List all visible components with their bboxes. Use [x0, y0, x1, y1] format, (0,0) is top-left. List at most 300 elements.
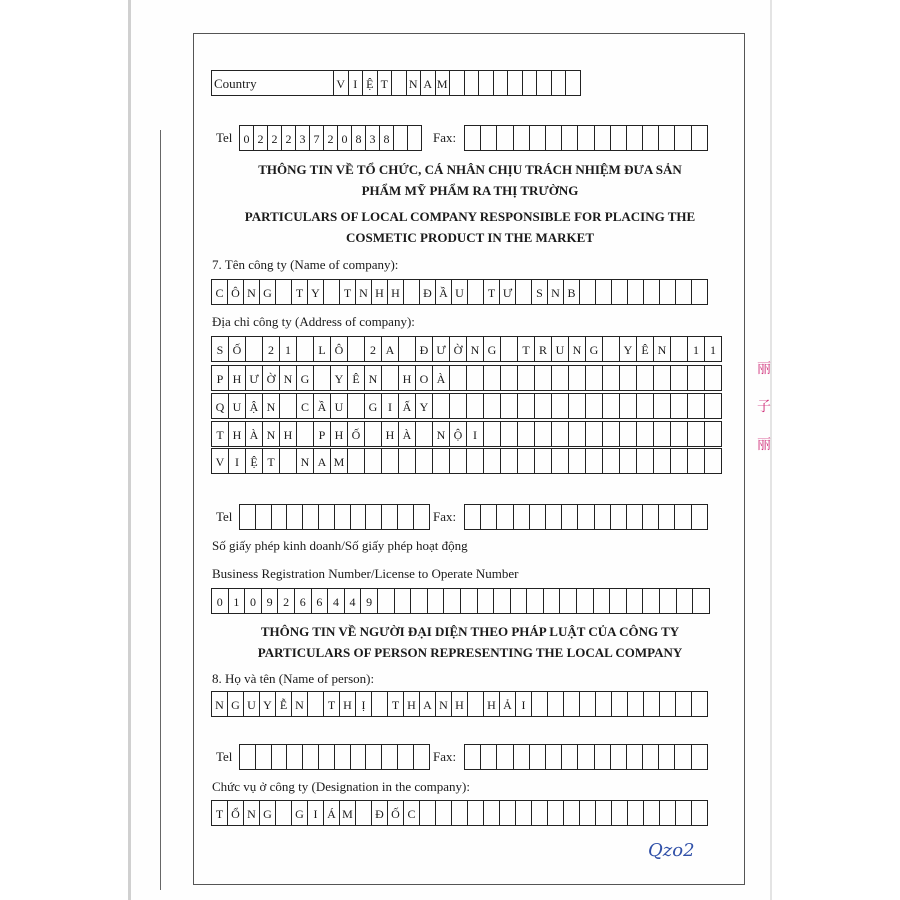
char-box[interactable] [366, 504, 382, 530]
char-box[interactable] [627, 744, 643, 770]
char-box[interactable]: Ư [500, 279, 516, 305]
char-box[interactable] [414, 504, 430, 530]
char-box[interactable] [627, 504, 643, 530]
char-box[interactable]: N [467, 336, 484, 362]
char-box[interactable] [562, 744, 578, 770]
char-box[interactable]: C [297, 393, 314, 419]
char-box[interactable] [484, 365, 501, 391]
char-box[interactable] [577, 588, 594, 614]
char-box[interactable] [479, 70, 494, 96]
char-box[interactable]: Ư [246, 365, 263, 391]
char-box[interactable] [595, 125, 611, 151]
char-box[interactable] [365, 448, 382, 474]
char-box[interactable]: Đ [420, 279, 436, 305]
char-box[interactable] [481, 744, 497, 770]
char-box[interactable] [297, 336, 314, 362]
char-box[interactable]: C [404, 800, 420, 826]
char-box[interactable] [562, 125, 578, 151]
char-box[interactable] [450, 365, 467, 391]
char-box[interactable]: 3 [366, 125, 380, 151]
char-box[interactable] [444, 588, 461, 614]
char-box[interactable]: T [388, 691, 404, 717]
char-box[interactable] [580, 691, 596, 717]
char-box[interactable]: 1 [280, 336, 297, 362]
char-box[interactable]: 2 [365, 336, 382, 362]
char-box[interactable] [433, 448, 450, 474]
char-box[interactable]: I [308, 800, 324, 826]
char-box[interactable]: Ầ [436, 279, 452, 305]
char-box[interactable]: N [436, 691, 452, 717]
char-box[interactable]: L [314, 336, 331, 362]
char-box[interactable]: T [212, 800, 228, 826]
char-box[interactable]: 0 [240, 125, 254, 151]
char-box[interactable]: N [548, 279, 564, 305]
char-box[interactable] [627, 125, 643, 151]
char-box[interactable] [297, 421, 314, 447]
char-box[interactable] [620, 365, 637, 391]
char-box[interactable] [705, 393, 722, 419]
char-box[interactable]: H [229, 365, 246, 391]
char-box[interactable] [530, 125, 546, 151]
char-box[interactable] [319, 744, 335, 770]
char-box[interactable] [348, 393, 365, 419]
char-box[interactable]: 2 [254, 125, 268, 151]
char-box[interactable]: Ờ [263, 365, 280, 391]
char-box[interactable]: N [280, 365, 297, 391]
char-box[interactable]: M [436, 70, 451, 96]
char-box[interactable]: 2 [282, 125, 296, 151]
char-box[interactable] [465, 744, 481, 770]
char-box[interactable] [594, 588, 611, 614]
char-box[interactable]: R [535, 336, 552, 362]
char-box[interactable] [628, 800, 644, 826]
char-box[interactable] [494, 70, 509, 96]
char-box[interactable] [351, 504, 367, 530]
char-box[interactable] [501, 448, 518, 474]
char-box[interactable] [348, 336, 365, 362]
char-box[interactable]: 1 [229, 588, 246, 614]
char-box[interactable] [627, 588, 644, 614]
char-box[interactable]: U [331, 393, 348, 419]
char-box[interactable] [365, 421, 382, 447]
char-box[interactable]: A [420, 691, 436, 717]
char-box[interactable] [484, 421, 501, 447]
char-box[interactable]: B [564, 279, 580, 305]
char-box[interactable]: H [388, 279, 404, 305]
char-box[interactable]: 1 [688, 336, 705, 362]
char-box[interactable] [586, 393, 603, 419]
char-box[interactable] [671, 448, 688, 474]
char-box[interactable] [644, 279, 660, 305]
char-box[interactable] [395, 588, 412, 614]
char-box[interactable] [537, 70, 552, 96]
char-box[interactable] [603, 365, 620, 391]
char-box[interactable] [420, 800, 436, 826]
char-box[interactable] [688, 393, 705, 419]
char-box[interactable] [692, 125, 708, 151]
char-box[interactable] [452, 800, 468, 826]
char-box[interactable] [433, 393, 450, 419]
char-box[interactable] [530, 504, 546, 530]
char-box[interactable] [637, 393, 654, 419]
char-box[interactable] [501, 421, 518, 447]
char-box[interactable] [603, 421, 620, 447]
char-box[interactable]: T [212, 421, 229, 447]
char-box[interactable]: Ệ [246, 448, 263, 474]
char-box[interactable] [527, 588, 544, 614]
char-box[interactable] [436, 800, 452, 826]
char-box[interactable] [569, 448, 586, 474]
char-box[interactable] [637, 421, 654, 447]
char-box[interactable]: N [297, 448, 314, 474]
char-box[interactable] [481, 125, 497, 151]
char-box[interactable] [692, 691, 708, 717]
char-box[interactable] [548, 691, 564, 717]
char-box[interactable] [514, 504, 530, 530]
char-box[interactable] [612, 279, 628, 305]
char-box[interactable] [620, 393, 637, 419]
char-box[interactable] [654, 393, 671, 419]
char-box[interactable] [465, 125, 481, 151]
char-box[interactable] [518, 365, 535, 391]
char-box[interactable]: O [416, 365, 433, 391]
char-box[interactable] [416, 421, 433, 447]
char-box[interactable]: 9 [262, 588, 279, 614]
char-box[interactable]: I [516, 691, 532, 717]
char-box[interactable]: Ê [348, 365, 365, 391]
char-box[interactable] [523, 70, 538, 96]
char-box[interactable]: I [229, 448, 246, 474]
char-box[interactable] [450, 70, 465, 96]
char-box[interactable] [546, 504, 562, 530]
char-box[interactable]: Ổ [228, 800, 244, 826]
char-box[interactable]: M [340, 800, 356, 826]
char-box[interactable]: Y [331, 365, 348, 391]
char-box[interactable] [276, 800, 292, 826]
char-box[interactable]: 8 [352, 125, 366, 151]
char-box[interactable] [692, 744, 708, 770]
char-box[interactable] [612, 691, 628, 717]
char-box[interactable]: U [552, 336, 569, 362]
char-box[interactable] [256, 504, 272, 530]
char-box[interactable] [596, 691, 612, 717]
char-box[interactable]: G [365, 393, 382, 419]
char-box[interactable] [688, 421, 705, 447]
char-box[interactable]: N [244, 800, 260, 826]
char-box[interactable] [319, 504, 335, 530]
char-box[interactable] [303, 504, 319, 530]
char-box[interactable] [399, 336, 416, 362]
char-box[interactable] [692, 504, 708, 530]
char-box[interactable] [465, 70, 480, 96]
char-box[interactable]: 8 [380, 125, 394, 151]
char-box[interactable]: Á [324, 800, 340, 826]
char-box[interactable] [564, 691, 580, 717]
char-box[interactable] [654, 448, 671, 474]
char-box[interactable]: Ị [356, 691, 372, 717]
char-box[interactable]: N [433, 421, 450, 447]
char-box[interactable] [382, 365, 399, 391]
char-box[interactable] [518, 393, 535, 419]
char-box[interactable]: 1 [705, 336, 722, 362]
char-box[interactable] [450, 393, 467, 419]
char-box[interactable] [468, 800, 484, 826]
char-box[interactable] [398, 744, 414, 770]
char-box[interactable] [676, 279, 692, 305]
char-box[interactable] [240, 504, 256, 530]
char-box[interactable] [595, 744, 611, 770]
char-box[interactable] [467, 365, 484, 391]
char-box[interactable] [643, 588, 660, 614]
char-box[interactable]: I [382, 393, 399, 419]
char-box[interactable] [671, 421, 688, 447]
char-box[interactable]: 2 [324, 125, 338, 151]
char-box[interactable] [501, 365, 518, 391]
char-box[interactable] [562, 504, 578, 530]
char-box[interactable] [324, 279, 340, 305]
char-box[interactable] [560, 588, 577, 614]
char-box[interactable] [611, 125, 627, 151]
char-box[interactable]: Y [308, 279, 324, 305]
char-box[interactable]: 7 [310, 125, 324, 151]
char-box[interactable] [596, 279, 612, 305]
char-box[interactable] [450, 448, 467, 474]
char-box[interactable] [566, 70, 581, 96]
char-box[interactable]: Ô [228, 279, 244, 305]
char-box[interactable] [467, 393, 484, 419]
char-box[interactable] [637, 448, 654, 474]
char-box[interactable]: C [212, 279, 228, 305]
char-box[interactable]: N [569, 336, 586, 362]
char-box[interactable] [659, 125, 675, 151]
char-box[interactable]: I [467, 421, 484, 447]
char-box[interactable] [578, 125, 594, 151]
char-box[interactable] [552, 421, 569, 447]
char-box[interactable] [497, 125, 513, 151]
char-box[interactable]: A [382, 336, 399, 362]
char-box[interactable]: À [246, 421, 263, 447]
char-box[interactable] [578, 744, 594, 770]
char-box[interactable] [314, 365, 331, 391]
char-box[interactable]: T [518, 336, 535, 362]
char-box[interactable]: À [433, 365, 450, 391]
char-box[interactable]: H [340, 691, 356, 717]
char-box[interactable] [272, 504, 288, 530]
char-box[interactable] [620, 448, 637, 474]
char-box[interactable]: N [244, 279, 260, 305]
char-box[interactable] [705, 421, 722, 447]
char-box[interactable] [688, 365, 705, 391]
char-box[interactable] [408, 125, 422, 151]
char-box[interactable]: H [399, 365, 416, 391]
char-box[interactable] [546, 744, 562, 770]
char-box[interactable] [535, 365, 552, 391]
char-box[interactable]: Y [416, 393, 433, 419]
char-box[interactable] [484, 448, 501, 474]
char-box[interactable] [660, 279, 676, 305]
char-box[interactable] [611, 744, 627, 770]
char-box[interactable]: N [263, 421, 280, 447]
char-box[interactable] [511, 588, 528, 614]
char-box[interactable]: Ễ [276, 691, 292, 717]
char-box[interactable] [610, 588, 627, 614]
char-box[interactable]: Ê [637, 336, 654, 362]
char-box[interactable]: G [586, 336, 603, 362]
char-box[interactable] [628, 691, 644, 717]
char-box[interactable] [532, 800, 548, 826]
char-box[interactable]: 4 [345, 588, 362, 614]
char-box[interactable]: Y [260, 691, 276, 717]
char-box[interactable]: G [260, 279, 276, 305]
char-box[interactable] [240, 744, 256, 770]
char-box[interactable]: H [452, 691, 468, 717]
char-box[interactable] [411, 588, 428, 614]
char-box[interactable] [580, 279, 596, 305]
char-box[interactable]: Ấ [399, 393, 416, 419]
char-box[interactable] [596, 800, 612, 826]
char-box[interactable]: A [421, 70, 436, 96]
char-box[interactable] [468, 691, 484, 717]
char-box[interactable] [535, 421, 552, 447]
char-box[interactable]: N [654, 336, 671, 362]
char-box[interactable] [620, 421, 637, 447]
char-box[interactable] [676, 691, 692, 717]
char-box[interactable] [548, 800, 564, 826]
char-box[interactable] [643, 125, 659, 151]
char-box[interactable] [637, 365, 654, 391]
char-box[interactable] [494, 588, 511, 614]
char-box[interactable] [644, 691, 660, 717]
char-box[interactable]: I [349, 70, 364, 96]
char-box[interactable]: G [228, 691, 244, 717]
char-box[interactable] [287, 504, 303, 530]
char-box[interactable] [394, 125, 408, 151]
char-box[interactable] [569, 393, 586, 419]
char-box[interactable]: Ậ [246, 393, 263, 419]
char-box[interactable] [382, 504, 398, 530]
char-box[interactable] [382, 448, 399, 474]
char-box[interactable] [654, 421, 671, 447]
char-box[interactable] [372, 691, 388, 717]
char-box[interactable] [484, 393, 501, 419]
char-box[interactable] [500, 800, 516, 826]
char-box[interactable] [382, 744, 398, 770]
char-box[interactable]: 0 [338, 125, 352, 151]
char-box[interactable] [501, 393, 518, 419]
char-box[interactable]: Ố [229, 336, 246, 362]
char-box[interactable] [501, 336, 518, 362]
char-box[interactable]: Ô [331, 336, 348, 362]
char-box[interactable] [692, 279, 708, 305]
char-box[interactable]: H [229, 421, 246, 447]
char-box[interactable]: H [484, 691, 500, 717]
char-box[interactable] [552, 365, 569, 391]
char-box[interactable] [398, 504, 414, 530]
char-box[interactable] [428, 588, 445, 614]
char-box[interactable] [675, 125, 691, 151]
char-box[interactable]: G [260, 800, 276, 826]
char-box[interactable]: Ố [348, 421, 365, 447]
char-box[interactable]: V [212, 448, 229, 474]
char-box[interactable] [580, 800, 596, 826]
char-box[interactable]: M [331, 448, 348, 474]
char-box[interactable] [552, 393, 569, 419]
char-box[interactable]: A [314, 448, 331, 474]
char-box[interactable]: Đ [372, 800, 388, 826]
char-box[interactable] [514, 125, 530, 151]
char-box[interactable] [671, 393, 688, 419]
char-box[interactable]: H [331, 421, 348, 447]
char-box[interactable] [287, 744, 303, 770]
char-box[interactable] [586, 365, 603, 391]
char-box[interactable]: Ầ [314, 393, 331, 419]
char-box[interactable]: H [404, 691, 420, 717]
char-box[interactable]: S [212, 336, 229, 362]
char-box[interactable] [508, 70, 523, 96]
char-box[interactable] [569, 421, 586, 447]
char-box[interactable] [675, 504, 691, 530]
char-box[interactable]: N [292, 691, 308, 717]
char-box[interactable] [280, 448, 297, 474]
char-box[interactable] [546, 125, 562, 151]
char-box[interactable] [348, 448, 365, 474]
char-box[interactable] [468, 279, 484, 305]
char-box[interactable] [280, 393, 297, 419]
char-box[interactable] [659, 744, 675, 770]
char-box[interactable] [366, 744, 382, 770]
char-box[interactable]: H [280, 421, 297, 447]
char-box[interactable] [671, 365, 688, 391]
char-box[interactable] [303, 744, 319, 770]
char-box[interactable]: H [382, 421, 399, 447]
char-box[interactable]: U [244, 691, 260, 717]
char-box[interactable]: G [297, 365, 314, 391]
char-box[interactable]: N [212, 691, 228, 717]
char-box[interactable] [705, 365, 722, 391]
char-box[interactable]: G [484, 336, 501, 362]
char-box[interactable] [356, 800, 372, 826]
char-box[interactable]: V [334, 70, 349, 96]
char-box[interactable]: Ờ [450, 336, 467, 362]
char-box[interactable] [308, 691, 324, 717]
char-box[interactable]: P [212, 365, 229, 391]
char-box[interactable] [644, 800, 660, 826]
char-box[interactable] [256, 744, 272, 770]
char-box[interactable]: 6 [295, 588, 312, 614]
char-box[interactable] [467, 448, 484, 474]
char-box[interactable] [552, 70, 567, 96]
char-box[interactable]: N [263, 393, 280, 419]
char-box[interactable] [414, 744, 430, 770]
char-box[interactable] [676, 800, 692, 826]
char-box[interactable]: G [292, 800, 308, 826]
char-box[interactable] [518, 421, 535, 447]
char-box[interactable] [569, 365, 586, 391]
char-box[interactable] [586, 448, 603, 474]
char-box[interactable]: P [314, 421, 331, 447]
char-box[interactable] [532, 691, 548, 717]
char-box[interactable] [481, 504, 497, 530]
char-box[interactable] [578, 504, 594, 530]
char-box[interactable]: Q [212, 393, 229, 419]
char-box[interactable] [586, 421, 603, 447]
char-box[interactable] [660, 588, 677, 614]
char-box[interactable] [603, 448, 620, 474]
char-box[interactable]: U [229, 393, 246, 419]
char-box[interactable]: Ộ [450, 421, 467, 447]
char-box[interactable]: Đ [416, 336, 433, 362]
char-box[interactable] [530, 744, 546, 770]
